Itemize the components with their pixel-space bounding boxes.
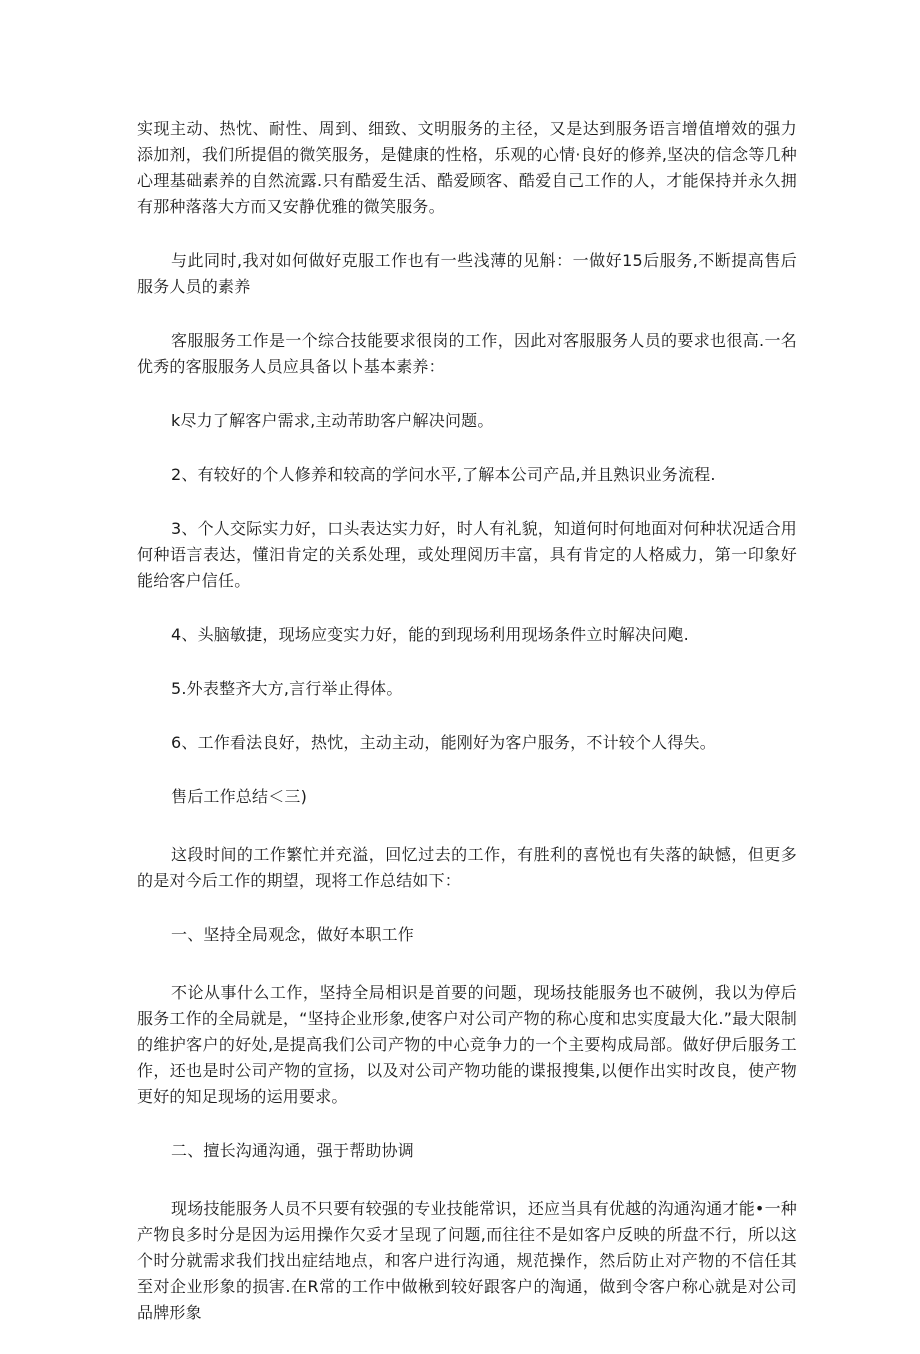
paragraph-section-2: 现场技能服务人员不只要有较强的专业技能常识，还应当具有优越的沟通沟通才能•一种产物良多时分是因为运用操作欠妥才呈现了问题,而往往不是如客户反映的所盘不行，所以这个时分就需求我们找出症结地点，和客户进行沟通，规范操作，然后防止对产物的不信任其至对企业形象的损害.在R常的工作中做楸到较好跟客户的淘通，做到令客户称心就是对公司品牌形象 — [137, 1199, 797, 1322]
paragraph-opinion: 与此同时,我对如何做好克服工作也有一些浅薄的见斛：一做好15后服务,不断提高售后服务人员的素养 — [137, 251, 797, 296]
list-item-3: 3、个人交际实力好，口头表达实力好，时人有礼貌，知道何时何地面对何种状况适合用何种语言表达，懂汨肯定的关系处理，或处理阅历丰富，具有肯定的人格威力，第一印象好能给客户信任。 — [137, 519, 797, 590]
paragraph-summary-intro: 这段时间的工作繁忙并充溢，回忆过去的工作，有胜利的喜悦也有失落的缺憾，但更多的是对今后工作的期望，现将工作总结如下： — [137, 845, 797, 890]
paragraph-section-1: 不论从事什么工作，坚持全局相识是首要的问题，现场技能服务也不破例，我以为停后服务工作的全局就是，“坚持企业形象,使客户对公司产物的称心度和忠实度最大化.”最大限制的维护客户的好处,是提高我们公司产物的中心竞争力的一个主要构成局部。做好伊后服务工作，还也是时公司产物的宣扬，以及对公司产物功能的谍报搜集,以便作出实时改良，使产物更好的知足现场的运用要求。 — [137, 983, 797, 1106]
paragraph-intro: 实现主动、热忱、耐性、周到、细致、文明服务的主径，又是达到服务语言增值增效的强力添加剂，我们所提倡的微笑服务，是健康的性格，乐观的心情·良好的修养,坚决的信念等几种心理基础素养的自然流露.只有酷爱生活、酷爱顾客、酷爱自己工作的人，才能保持并永久拥有那种落落大方而又安静优雅的微笑服务。 — [137, 119, 797, 216]
list-item-4: 4、头脑敏捷，现场应变实力好，能的到现场利用现场条件立时解决问飑. — [171, 625, 689, 644]
document-body — [137, 116, 797, 1354]
paragraph-requirements: 客服服务工作是一个综合技能要求很岗的工作，因此对客服服务人员的要求也很高.一名优秀的客服服务人员应具备以卜基本素养： — [137, 331, 797, 376]
section-title-summary-3: 售后工作总结＜三) — [171, 787, 308, 806]
list-item-6: 6、工作看法良好，热忱，主动主动，能刚好为客户服务，不计较个人得失。 — [171, 733, 716, 752]
list-item-5: 5.外表整齐大方,言行举止得体。 — [171, 679, 403, 698]
list-item-2: 2、有较好的个人修养和较高的学问水平,了解本公司产品,并且熟识业务流程. — [171, 465, 716, 484]
section-heading-2: 二、擅长沟通沟通，强于帮助协调 — [171, 1141, 415, 1160]
list-item-1: k尽力了解客户需求,主动芾助客户解决问题。 — [171, 411, 494, 430]
section-heading-1: 一、坚持全局观念，做好本职工作 — [171, 925, 415, 944]
